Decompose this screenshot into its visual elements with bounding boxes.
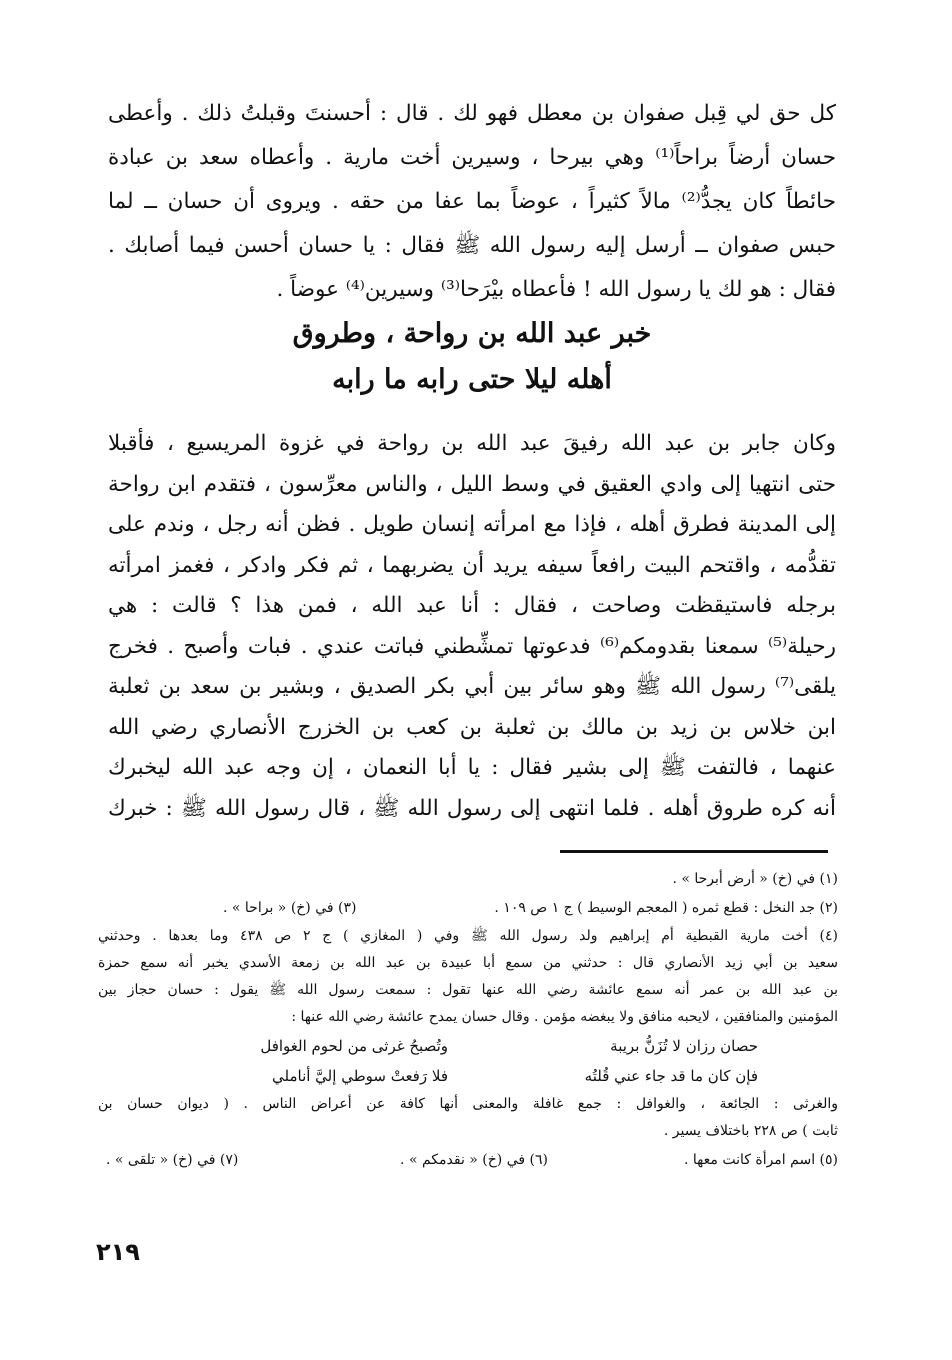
footnote-1: (١) في (خ) « أرض أبرحا » . [672,871,838,887]
footnote-4-line: ثابت ) ص ٢٢٨ باختلاف يسير . [663,1123,838,1139]
text-line: أنه كره طروق أهله . فلما انتهى إلى رسول الله ﷺ ، قال رسول الله ﷺ : خبرك [108,795,836,821]
text-line: حتى انتهيا إلى وادي العقيق في وسط الليل ، والناس معرِّسون ، فتقدم ابن رواحة [108,471,836,497]
text-line: برجله فاستيقظت وصاحت ، فقال : أنا عبد الله ، فمن هذا ؟ قالت : هي [108,593,836,618]
footnote-2: (٢) جد النخل : قطع ثمره ( المعجم الوسيط ) ج ١ ص ١٠٩ . [494,900,838,916]
body-text-main [108,424,836,829]
text-line: وكان جابر بن عبد الله رفيقَ عبد الله بن رواحة في غزوة المريسيع ، فأقبلا [108,431,836,456]
page-number: ٢١٩ [96,1238,140,1266]
poem-verse-1 [98,1031,838,1061]
text-line: إلى المدينة فطرق أهله ، فإذا مع امرأته إنسان طويل . فظن أنه رجل ، وندم على [108,512,836,537]
footnote-row [98,1145,838,1175]
footnote-3: (٣) في (خ) « براحا » . [223,900,357,916]
footnotes [98,866,838,1175]
poem-hemistich: وتُصبحُ غرثى من لحوم الغوافل [260,1037,448,1055]
poem-hemistich: فإن كان ما قد جاء عني قُلتُه [584,1067,758,1085]
footnote-row [98,893,838,923]
body-text-top [108,92,836,312]
footnote-4-line: بن عبد الله بن عمر أنه سمع عائشة رضي الله عنها تقول : سمعت رسول الله ﷺ يقول : حسان حجاز بين [98,982,838,998]
footnote-4-line: المؤمنين والمنافقين ، لايحبه منافق ولا يبغضه مؤمن . وقال حسان يمدح عائشة رضي الله عنها : [291,1009,838,1025]
text-line: تقدُّمه ، واقتحم البيت رافعاً سيفه يريد أن يضربهما ، ثم فكر وادكر ، فغمز امرأته [108,552,836,578]
text-line: ابن خلاس بن زيد بن مالك بن ثعلبة بن كعب بن الخزرج الأنصاري رضي الله [108,714,836,740]
poem-hemistich: حصان رزان لا تُزَنُّ بريبة [610,1037,758,1055]
section-heading-line-2: أهله ليلا حتى رابه ما رابه [332,364,612,395]
footnote-5: (٥) اسم امرأة كانت معها . [684,1152,838,1168]
text-line: رحيلة⁽⁵⁾ سمعنا بقدومكم⁽⁶⁾ فدعوتها تمشِّطني فباتت عندي . فبات وأصبح . فخرج [108,633,836,659]
text-line: فقال : هو لك يا رسول الله ! فأعطاه بيْرَحا⁽³⁾ وسيرين⁽⁴⁾ عوضاً . [276,277,836,302]
footnote-4-line: سعيد بن أبي زيد الأنصاري قال : حدثني من سمع أبا عبيدة بن عبد الله بن زمعة الأسدي يخبر أنه سمع حمزة [98,955,838,971]
text-line: حسان أرضاً براحاً⁽¹⁾ وهي بيرحا ، وسيرين أخت مارية . وأعطاه سعد بن عبادة [108,145,836,170]
text-line: عنهما ، فالتفت ﷺ إلى بشير فقال : يا أبا النعمان ، إن وجه عبد الله ليخبرك [108,755,836,780]
footnote-4-line: والغرثى : الجائعة ، والغوافل : جمع غافلة والمعنى أنها كافة عن أعراض الناس . ( ديوان حسان بن [98,1096,838,1112]
text-line: حائطاً كان يجدُّ⁽²⁾ مالاً كثيراً ، عوضاً بما عفا من حقه . ويروى أن حسان ــ لما [108,189,836,214]
poem-verse-2 [98,1061,838,1091]
text-line: يلقى⁽⁷⁾ رسول الله ﷺ وهو سائر بين أبي بكر الصديق ، وبشير بن سعد بن ثعلبة [108,674,836,699]
footnote-6: (٦) في (خ) « نقدمكم » . [400,1152,548,1168]
text-line: حبس صفوان ــ أرسل إليه رسول الله ﷺ فقال : يا حسان أحسن فيما أصابك . [108,233,836,258]
footnote-divider [560,850,828,853]
section-heading-line-1: خبر عبد الله بن رواحة ، وطروق [292,318,652,349]
footnote-7: (٧) في (خ) « تلقى » . [106,1152,239,1168]
footnote-4-line: (٤) أخت مارية القبطية أم إبراهيم ولد رسول الله ﷺ وفي ( المغازي ) ج ٢ ص ٤٣٨ وما بعدها . وحدثني [98,928,838,944]
text-line: كل حق لي قِبل صفوان بن معطل فهو لك . قال : أحسنتَ وقبلتُ ذلك . وأعطى [108,101,836,126]
poem-hemistich: فلا رَفعتْ سوطي إليَّ أناملي [272,1067,448,1085]
